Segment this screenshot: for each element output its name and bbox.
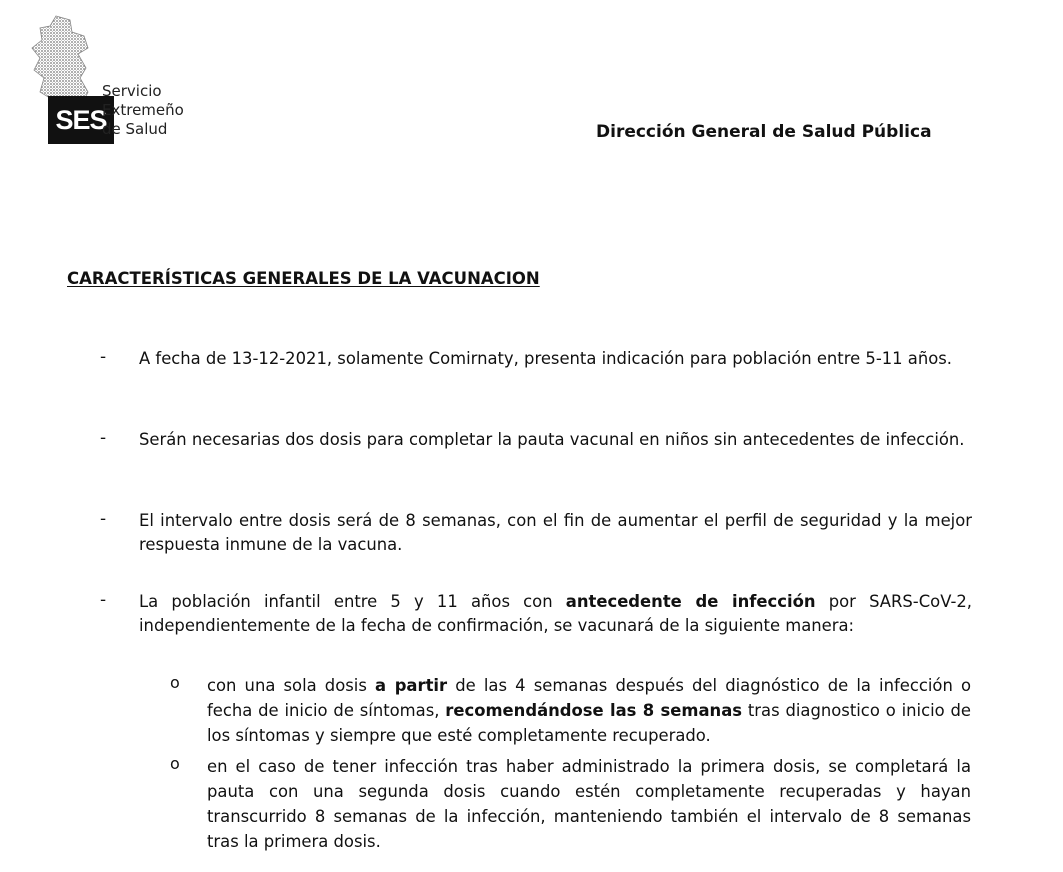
bullet-marker: - [100, 509, 107, 529]
sub-bullet-marker: o [170, 673, 180, 692]
bullet-text-bold: antecedente de infección [565, 592, 816, 611]
ses-abbrev: SES [48, 96, 114, 144]
sub-bullet-marker: o [170, 754, 180, 773]
sub-text-part: tras diagnostico o inicio de los síntomas y siempre que esté completamente recuperado. [207, 701, 971, 745]
bullet-marker: - [100, 428, 107, 448]
sub-text-bold: recomendándose las 8 semanas [445, 701, 743, 720]
bullet-text: Serán necesarias dos dosis para completar la pauta vacunal en niños sin antecedentes de infección. [139, 430, 965, 449]
logo-line-3: de Salud [102, 120, 168, 138]
sub-text-bold: a partir [375, 676, 448, 695]
bullet-text-part: por SARS-CoV-2, independientemente de la fecha de confirmación, se vacunará de la siguiente manera: [139, 592, 972, 635]
logo-text [102, 82, 184, 139]
logo-line-2: Extremeño [102, 101, 184, 119]
organization-heading: Dirección General de Salud Pública [596, 122, 932, 142]
bullet-text: El intervalo entre dosis será de 8 semanas, con el fin de aumentar el perfil de seguridad y la mejor respuesta inmune de la vacuna. [139, 511, 972, 554]
ses-logo [26, 14, 206, 144]
bullet-text: A fecha de 13-12-2021, solamente Comirnaty, presenta indicación para población entre 5-11 años. [139, 349, 953, 368]
bullet-marker: - [100, 590, 107, 610]
bullet-text-part: La población infantil entre 5 y 11 años con [139, 592, 566, 611]
bullet-marker: - [100, 347, 107, 367]
sub-bullet-text [207, 673, 971, 748]
logo-line-1: Servicio [102, 82, 162, 100]
section-title: CARACTERÍSTICAS GENERALES DE LA VACUNACION [67, 269, 540, 288]
bullet-text [139, 590, 972, 638]
sub-bullet-text: en el caso de tener infección tras haber administrado la primera dosis, se completará la pauta con una segunda dosis cuando estén completamente recuperadas y hayan transcurrido 8 semanas de la infección, manteniendo también el intervalo de 8 semanas tras la primera dosis. [207, 757, 971, 851]
sub-text-part: de las 4 semanas después del diagnóstico de la infección o fecha de inicio de síntomas, [207, 676, 971, 720]
sub-text-part: con una sola dosis [207, 676, 376, 695]
